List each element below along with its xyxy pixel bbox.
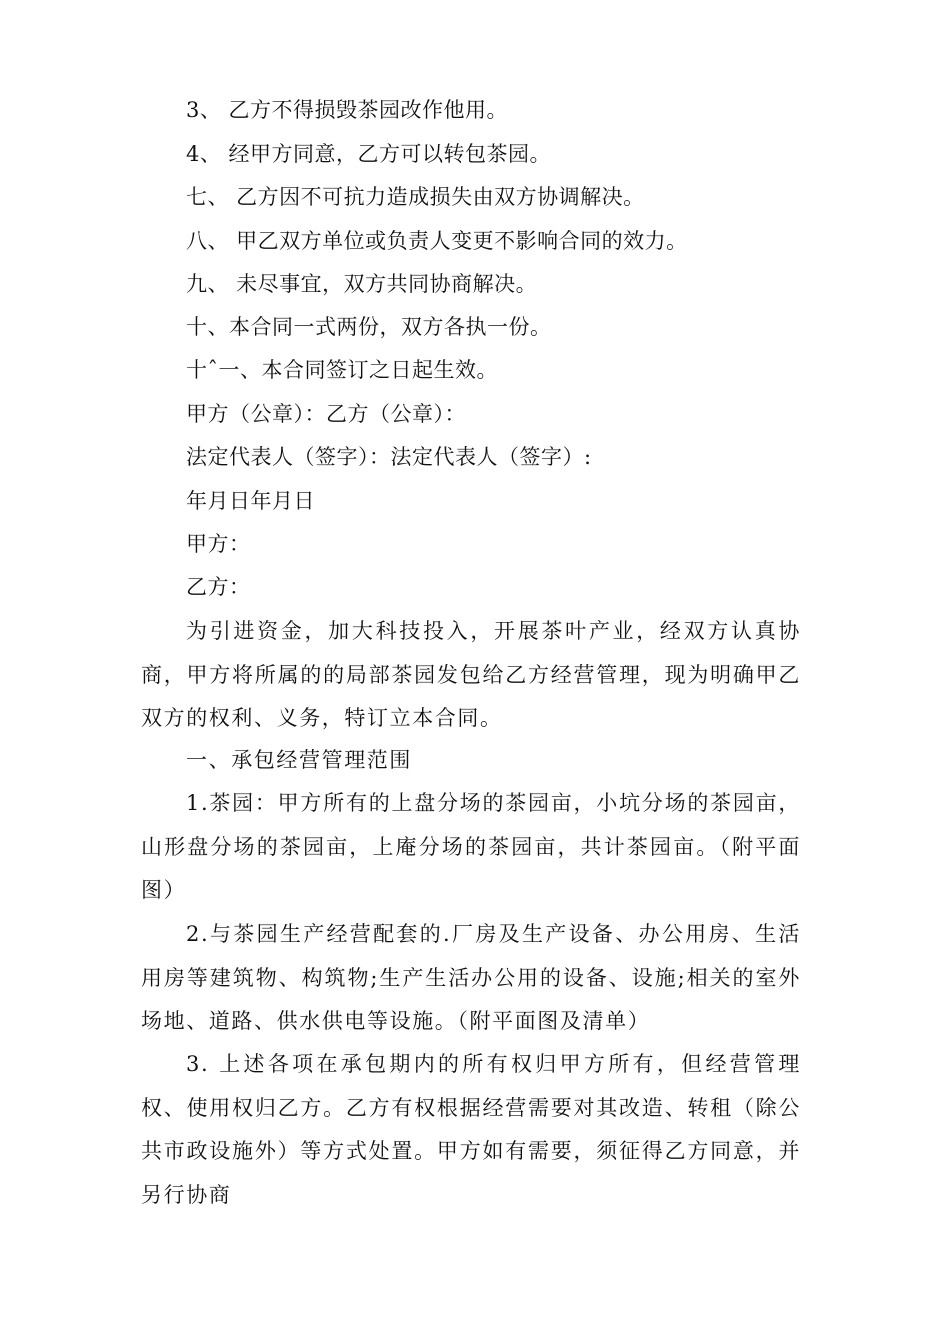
clause-4-line: 4、 经甲方同意，乙方可以转包茶园。: [186, 142, 552, 166]
clause-11-line: 十ˆ一、本合同签订之日起生效。: [186, 358, 498, 382]
clause-9-line: 九、 未尽事宜，双方共同协商解决。: [186, 272, 538, 296]
clause-3-line: 3、 乙方不得损毁茶园改作他用。: [186, 98, 509, 122]
clause-10-line: 十、本合同一式两份，双方各执一份。: [186, 315, 552, 339]
party-b-line: 乙方：: [186, 575, 251, 599]
item-1-paragraph: 1.茶园：甲方所有的上盘分场的茶园亩，小坑分场的茶园亩，山形盘分场的茶园亩，上庵分场的茶园亩，共计茶园亩。（附平面图）: [141, 791, 801, 902]
representative-signature-line: 法定代表人（签字）：法定代表人（签字）:: [186, 445, 592, 469]
seal-line: 甲方（公章）：乙方（公章）：: [186, 402, 466, 426]
section-1-heading: 一、承包经营管理范围: [186, 748, 412, 772]
date-line: 年月日年月日: [186, 489, 315, 513]
clause-7-line: 七、 乙方因不可抗力造成损失由双方协调解决。: [186, 185, 645, 209]
party-a-line: 甲方：: [186, 532, 251, 556]
clause-8-line: 八、 甲乙双方单位或负责人变更不影响合同的效力。: [186, 229, 688, 253]
item-2-paragraph: 2.与茶园生产经营配套的.厂房及生产设备、办公用房、生活用房等建筑物、构筑物;生产生活办公用的设备、设施;相关的室外场地、道路、供水供电等设施。（附平面图及清单）: [141, 922, 801, 1033]
item-3-paragraph: 3. 上述各项在承包期内的所有权归甲方所有，但经营管理权、使用权归乙方。乙方有权根据经营需要对其改造、转租（除公共市政设施外）等方式处置。甲方如有需要，须征得乙方同意，并另行协商: [141, 1052, 801, 1207]
preamble-paragraph: 为引进资金，加大科技投入，开展茶叶产业，经双方认真协商，甲方将所属的的局部茶园发包给乙方经营管理，现为明确甲乙双方的权利、义务，特订立本合同。: [141, 619, 801, 730]
